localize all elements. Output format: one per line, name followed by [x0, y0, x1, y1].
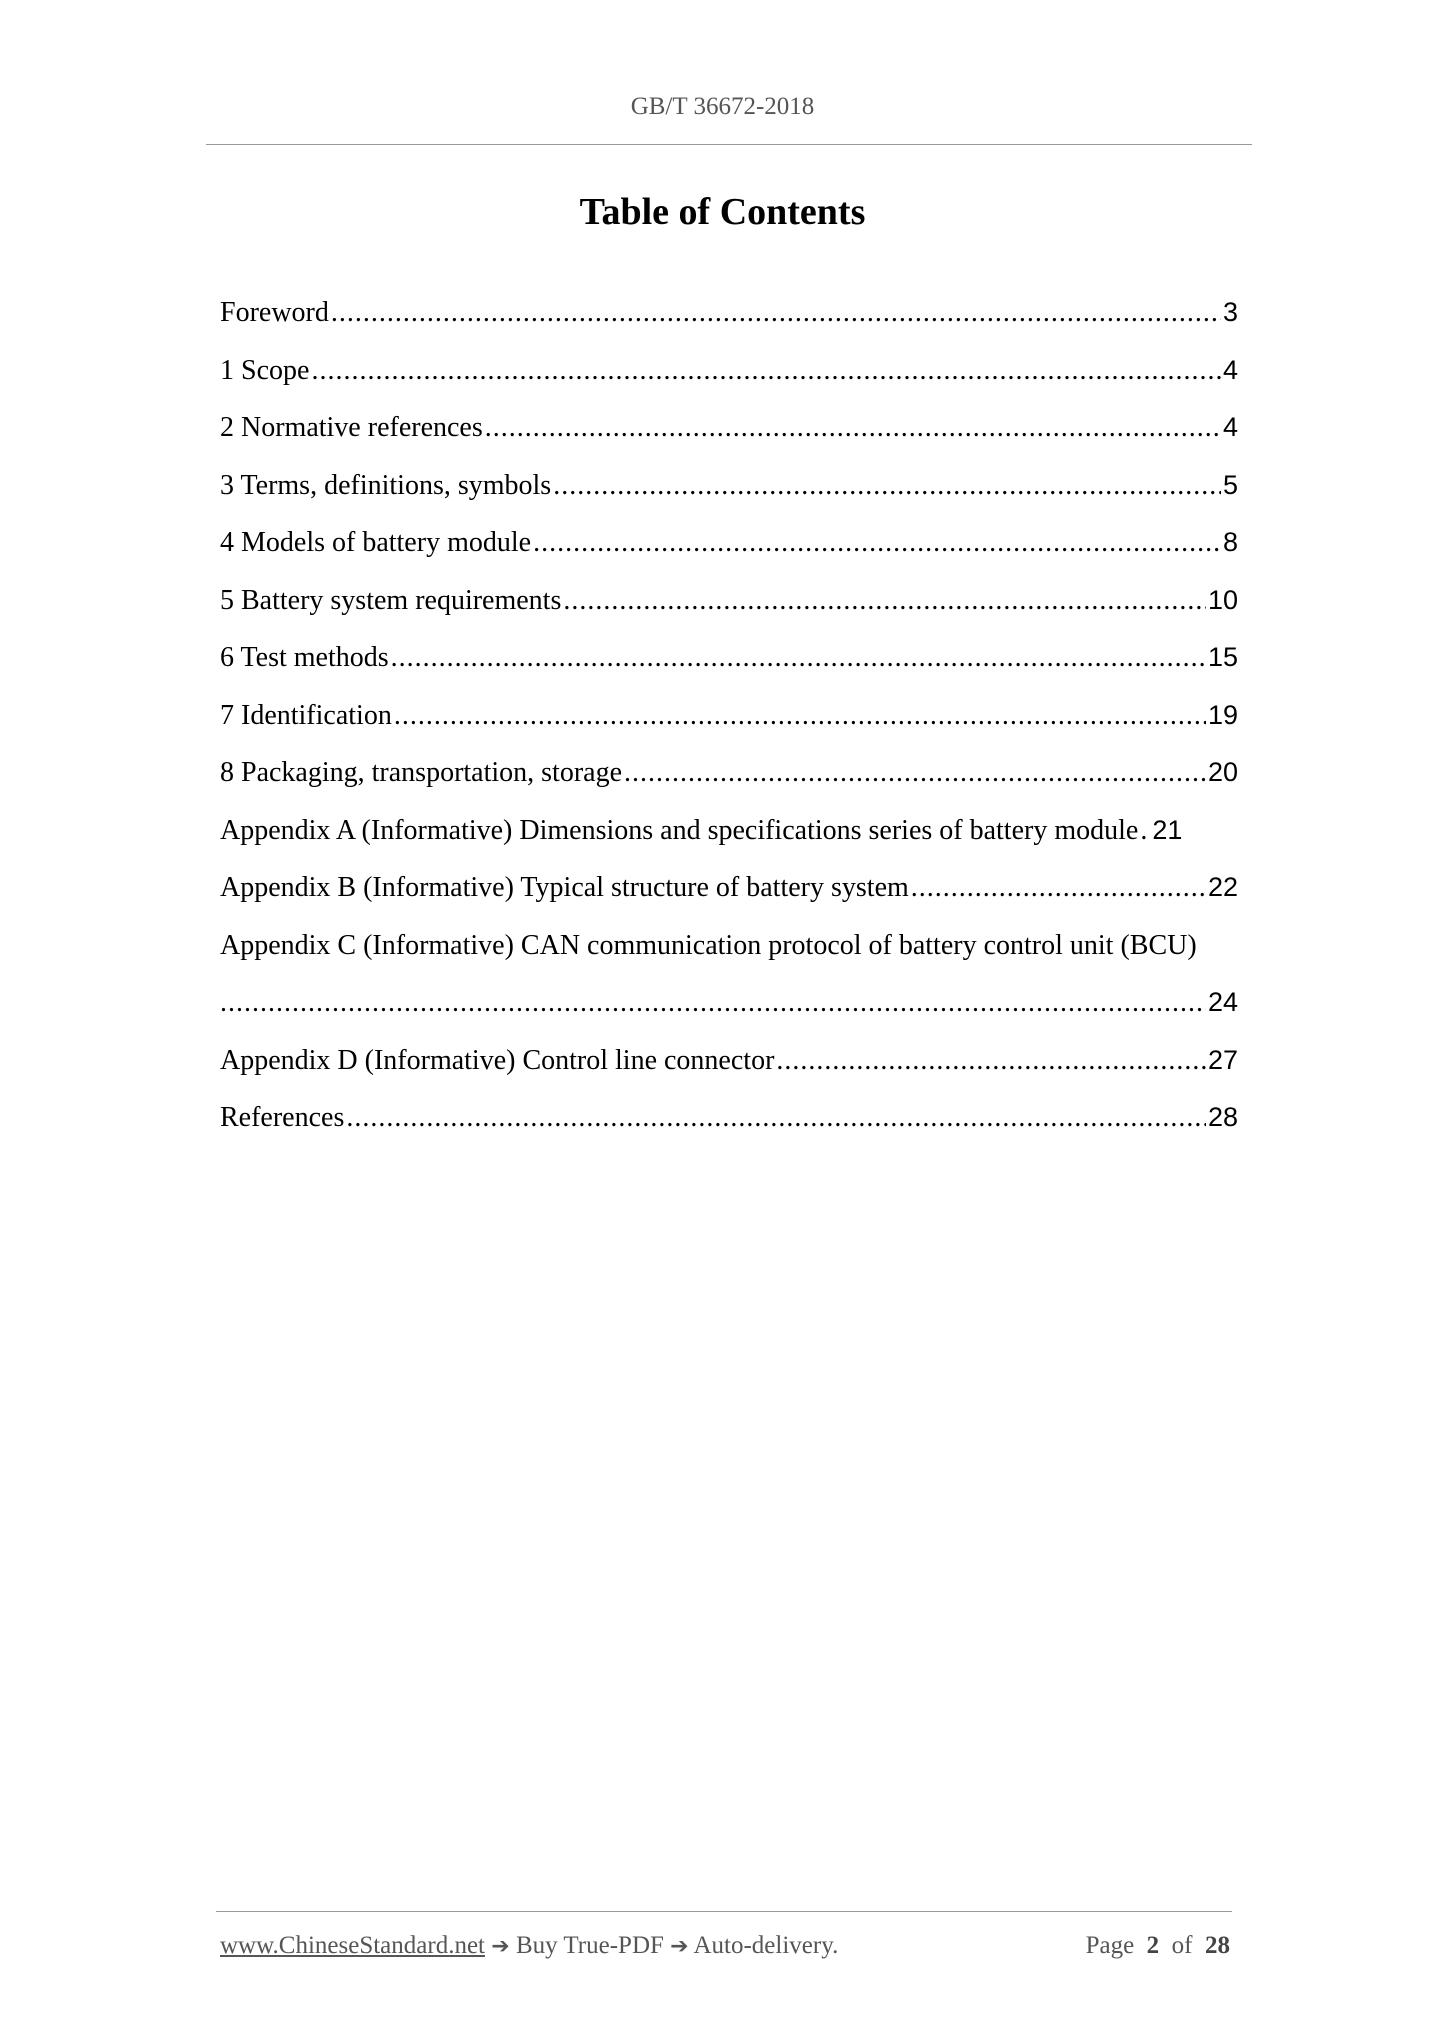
page-number — [1086, 1932, 1230, 1960]
toc-entry-label: 8 Packaging, transportation, storage — [220, 757, 623, 788]
toc-entry[interactable] — [220, 1102, 1238, 1160]
toc-entry-label: References — [220, 1102, 345, 1133]
toc-leader-dots — [911, 872, 1206, 904]
toc-leader-dots — [394, 700, 1206, 732]
toc-entry-page: 21 — [1152, 814, 1183, 845]
footer-promo — [220, 1932, 838, 1960]
toc-leader-dots — [346, 1102, 1206, 1134]
toc-entry[interactable] — [220, 930, 1238, 988]
header-divider — [206, 144, 1252, 145]
toc-leader-dots — [485, 412, 1221, 444]
toc-entry-label: Appendix C (Informative) CAN communication protocol of battery control unit (BCU) — [220, 929, 1197, 961]
toc-entry[interactable] — [220, 815, 1238, 873]
toc-entry-label: Appendix A (Informative) Dimensions and specifications series of battery module — [220, 814, 1139, 846]
toc-entry-page: 4 — [1222, 354, 1238, 385]
document-code: GB/T 36672-2018 — [630, 93, 815, 120]
toc-entry[interactable] — [220, 527, 1238, 585]
toc-entry-page: 5 — [1222, 469, 1238, 500]
toc-entry[interactable] — [220, 470, 1238, 528]
toc-entry-page: 4 — [1222, 412, 1238, 442]
toc-leader-dots — [624, 757, 1206, 789]
toc-leader-dots — [391, 642, 1206, 674]
toc-entry-page: 10 — [1207, 584, 1238, 615]
toc-leader-dots — [563, 585, 1206, 617]
toc-entry-label: Appendix B (Informative) Typical structure of battery system — [220, 872, 909, 903]
toc-leader-dots — [1140, 815, 1150, 847]
toc-entry-page: 15 — [1207, 642, 1238, 672]
toc-leader-dots — [533, 527, 1221, 559]
toc-entry[interactable] — [220, 355, 1238, 413]
toc-entry[interactable] — [220, 412, 1238, 470]
toc-entry-page: 3 — [1222, 297, 1238, 327]
toc-entry-page: 24 — [1207, 987, 1238, 1017]
toc-entry-label: 1 Scope — [220, 354, 310, 386]
page-current: 2 — [1146, 1932, 1160, 1959]
toc-entry[interactable] — [220, 757, 1238, 815]
delivery-text: Auto-delivery. — [693, 1932, 839, 1959]
toc-entry-label: Appendix D (Informative) Control line connector — [220, 1044, 775, 1076]
toc-entry-page: 20 — [1207, 757, 1238, 787]
buy-text: Buy True-PDF — [515, 1932, 664, 1959]
toc-leader-dots — [553, 470, 1221, 502]
toc-entry-page: 27 — [1207, 1044, 1238, 1075]
site-link[interactable]: www.ChineseStandard.net — [220, 1932, 485, 1959]
footer-divider — [216, 1911, 1232, 1912]
toc-entry-label: 7 Identification — [220, 699, 392, 731]
toc-entry-label: Foreword — [220, 297, 329, 328]
toc-entry[interactable] — [220, 1045, 1238, 1103]
of-word: of — [1171, 1932, 1193, 1959]
page-title: Table of Contents — [579, 191, 866, 233]
toc-entry-label: 2 Normative references — [220, 412, 483, 443]
toc-entry[interactable] — [220, 642, 1238, 700]
toc-entry-label: 4 Models of battery module — [220, 527, 532, 558]
toc-entry[interactable] — [220, 872, 1238, 930]
right-arrow-icon: ➔ — [670, 1934, 689, 1959]
right-arrow-icon: ➔ — [491, 1934, 510, 1959]
toc-entry-page: 19 — [1207, 699, 1238, 730]
toc-entry-page: 8 — [1222, 527, 1238, 557]
toc-leader-dots — [776, 1045, 1206, 1077]
table-of-contents — [220, 297, 1238, 1160]
toc-entry-continuation[interactable] — [220, 987, 1238, 1045]
toc-leader-dots — [220, 987, 1206, 1019]
toc-entry-page: 28 — [1207, 1102, 1238, 1132]
toc-entry[interactable] — [220, 700, 1238, 758]
toc-leader-dots — [311, 355, 1221, 387]
page-total: 28 — [1205, 1932, 1230, 1959]
toc-entry-page: 22 — [1207, 872, 1238, 902]
toc-entry-label: 5 Battery system requirements — [220, 584, 562, 616]
toc-entry-label: 3 Terms, definitions, symbols — [220, 469, 552, 501]
toc-entry-label: 6 Test methods — [220, 642, 389, 673]
toc-leader-dots — [331, 297, 1221, 329]
toc-entry[interactable] — [220, 297, 1238, 355]
toc-entry[interactable] — [220, 585, 1238, 643]
page-word: Page — [1085, 1932, 1135, 1959]
